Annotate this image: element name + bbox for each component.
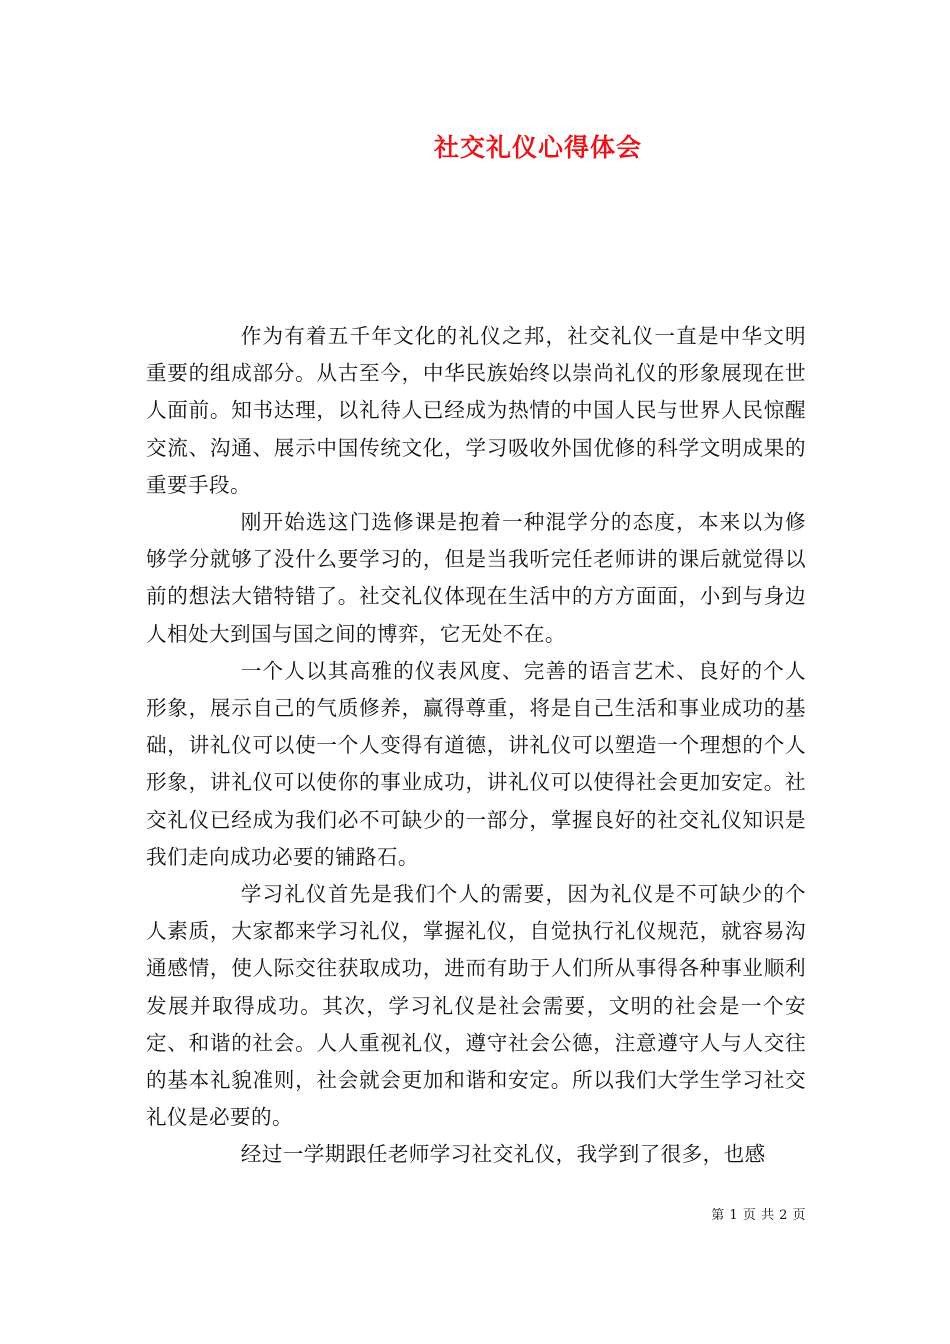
document-title: 社交礼仪心得体会 (433, 133, 642, 162)
paragraph-1: 作为有着五千年文化的礼仪之邦，社交礼仪一直是中华文明重要的组成部分。从古至今，中华民族始终以崇尚礼仪的形象展现在世人面前。知书达理，以礼待人已经成为热情的中国人民与世界人民惊醒交流、沟通、展示中国传统文化，学习吸收外国优修的科学文明成果的重要手段。 (146, 324, 806, 497)
paragraph-4: 学习礼仪首先是我们个人的需要，因为礼仪是不可缺少的个人素质，大家都来学习礼仪，掌握礼仪，自觉执行礼仪规范，就容易沟通感情，使人际交往获取成功，进而有助于人们所从事得各种事业顺利发展并取得成功。其次，学习礼仪是社会需要，文明的社会是一个安定、和谐的社会。人人重视礼仪，遵守社会公德，注意遵守人与人交往的基本礼貌准则，社会就会更加和谐和安定。所以我们大学生学习社交礼仪是必要的。 (146, 882, 806, 1130)
page-number-footer: 第 1 页 共 2 页 (711, 1208, 806, 1223)
document-body (146, 318, 806, 1174)
paragraph-2: 刚开始选这门选修课是抱着一种混学分的态度，本来以为修够学分就够了没什么要学习的，但是当我听完任老师讲的课后就觉得以前的想法大错特错了。社交礼仪体现在生活中的方方面面，小到与身边人相处大到国与国之间的博弈，它无处不在。 (146, 510, 806, 646)
paragraph-3: 一个人以其高雅的仪表风度、完善的语言艺术、良好的个人形象，展示自己的气质修养，赢得尊重，将是自己生活和事业成功的基础，讲礼仪可以使一个人变得有道德，讲礼仪可以塑造一个理想的个人形象，讲礼仪可以使你的事业成功，讲礼仪可以使得社会更加安定。社交礼仪已经成为我们必不可缺少的一部分，掌握良好的社交礼仪知识是我们走向成功必要的铺路石。 (146, 658, 806, 869)
paragraph-5: 经过一学期跟任老师学习社交礼仪，我学到了很多，也感 (240, 1142, 766, 1167)
